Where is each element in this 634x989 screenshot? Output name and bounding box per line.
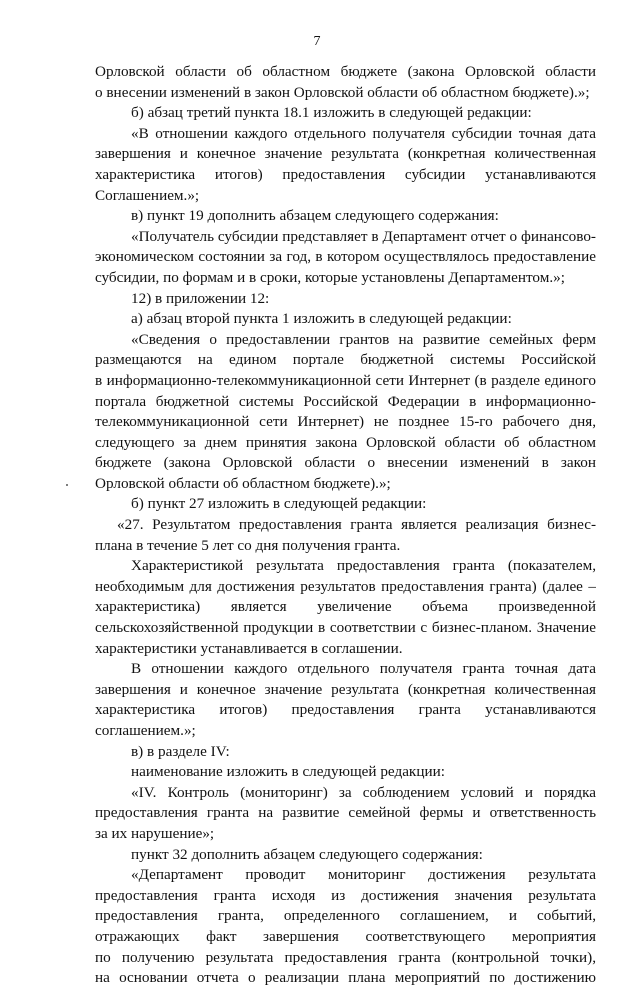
text-line: в информационно-телекоммуникационной сети Интернет (в разделе единого xyxy=(95,371,596,389)
text-line: размещаются на едином портале бюджетной системы Российской xyxy=(95,351,596,369)
text-line: характеристика итогов) предоставления субсидии устанавливаются xyxy=(95,165,596,183)
text-line: по получению результата предоставления гранта (контрольной точки), xyxy=(95,948,596,966)
text-line: наименование изложить в следующей редакции: xyxy=(131,763,445,781)
text-line: В отношении каждого отдельного получателя гранта точная дата xyxy=(131,660,596,678)
text-line: завершения и конечное значение результата (конкретная количественная xyxy=(95,680,596,698)
text-line: соглашением.»; xyxy=(95,722,196,739)
text-line: предоставления гранта исходя из достижения значения результата xyxy=(95,886,596,904)
text-line: Орловской области об областном бюджете).»; xyxy=(95,474,391,492)
page-number: 7 xyxy=(313,34,321,49)
text-line: «IV. Контроль (мониторинг) за соблюдением условий и порядка xyxy=(131,783,596,801)
document-body xyxy=(95,62,596,989)
text-line: Орловской области об областном бюджете (закона Орловской области xyxy=(95,63,596,80)
text-line: предоставления гранта, определенного соглашением, и событий, xyxy=(95,907,596,925)
text-line: на основании отчета о реализации плана мероприятий по достижению xyxy=(95,969,596,987)
text-line: портала бюджетной системы Российской Федерации в информационно- xyxy=(95,392,596,410)
text-line: «Получатель субсидии представляет в Департамент отчет о финансово- xyxy=(131,227,596,245)
text-line: бюджете (закона Орловской области о внесении изменений в закон xyxy=(95,454,596,472)
text-line: «Сведения о предоставлении грантов на развитие семейных ферм xyxy=(131,330,596,348)
text-line: Соглашением.»; xyxy=(95,186,200,204)
text-line: предоставления гранта на развитие семейной фермы и ответственность xyxy=(95,804,596,822)
text-line: «27. Результатом предоставления гранта является реализация бизнес- xyxy=(117,516,596,534)
text-line: субсидии, по формам и в сроки, которые установлены Департаментом.»; xyxy=(95,268,565,286)
text-line: «В отношении каждого отдельного получателя субсидии точная дата xyxy=(131,124,596,142)
text-line: завершения и конечное значение результата (конкретная количественная xyxy=(95,145,596,163)
text-line: за их нарушение»; xyxy=(95,824,215,842)
text-line: а) абзац второй пункта 1 изложить в следующей редакции: xyxy=(131,310,512,328)
text-line: Характеристикой результата предоставления гранта (показателем, xyxy=(131,557,596,575)
text-line: экономическом состоянии за год, в котором осуществлялось предоставление xyxy=(95,248,596,266)
text-line: о внесении изменений в закон Орловской области об областном бюджете).»; xyxy=(95,83,590,101)
text-line: необходимым для достижения результатов предоставления гранта) (далее – xyxy=(95,577,596,595)
text-line: сельскохозяйственной продукции в соответствии с бизнес-планом. Значение xyxy=(95,619,596,637)
text-line: телекоммуникационной сети Интернет) не позднее 15-го рабочего дня, xyxy=(95,413,596,431)
text-line: следующего за днем принятия закона Орловской области об областном xyxy=(95,433,596,451)
text-line: в) в разделе IV: xyxy=(131,742,230,760)
text-line: плана в течение 5 лет со дня получения гранта. xyxy=(95,536,401,554)
text-line: характеристики устанавливается в соглашении. xyxy=(95,639,403,657)
scan-speck xyxy=(66,484,68,486)
text-line: характеристика итогов) предоставления гранта устанавливаются xyxy=(95,701,596,719)
text-line: пункт 32 дополнить абзацем следующего содержания: xyxy=(131,845,483,863)
text-line: б) абзац третий пункта 18.1 изложить в следующей редакции: xyxy=(131,104,532,122)
text-line: 12) в приложении 12: xyxy=(131,289,270,307)
text-line: «Департамент проводит мониторинг достижения результата xyxy=(131,866,596,884)
text-line: б) пункт 27 изложить в следующей редакции: xyxy=(131,495,427,513)
text-line: в) пункт 19 дополнить абзацем следующего содержания: xyxy=(131,207,499,225)
text-line: отражающих факт завершения соответствующего мероприятия xyxy=(95,927,596,945)
text-line: характеристика) является увеличение объема произведенной xyxy=(95,598,596,616)
